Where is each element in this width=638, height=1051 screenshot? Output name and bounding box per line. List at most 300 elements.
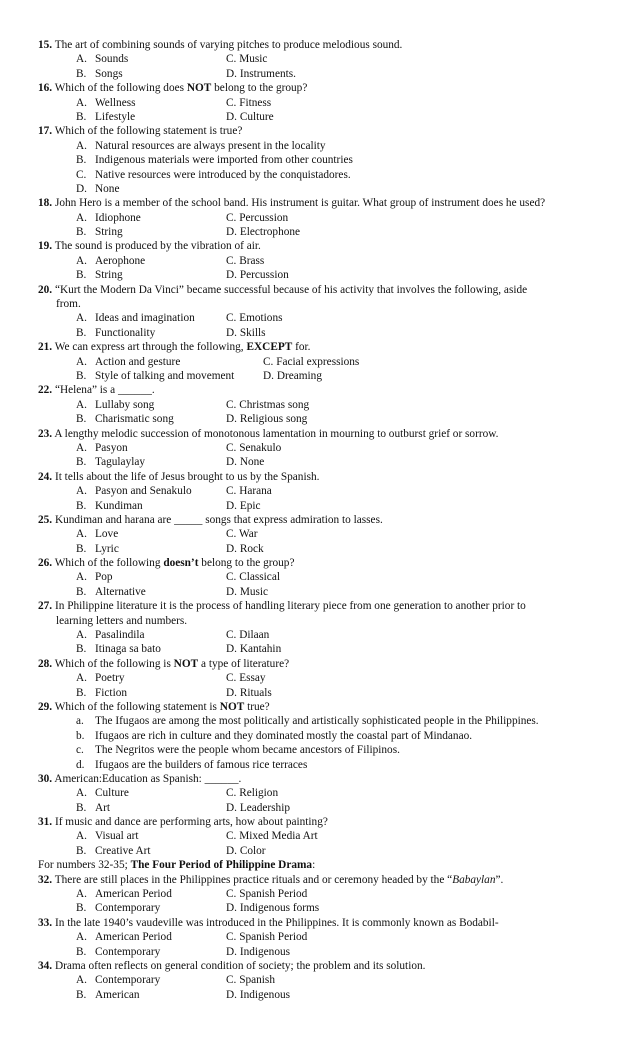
answer-option (38, 153, 614, 167)
option-letter: B. (76, 110, 87, 123)
answer-row (38, 671, 614, 685)
option-letter: c. (76, 744, 84, 757)
question-number: 34. (38, 960, 53, 972)
answer-row (38, 326, 614, 340)
option-letter: a. (76, 715, 84, 728)
option-letter: B. (76, 226, 87, 239)
answer-row (38, 499, 614, 513)
question-27 (38, 599, 614, 657)
option-text: Ifugaos are rich in culture and they dominated mostly the coastal part of Mindanao. (95, 729, 473, 742)
question-30 (38, 772, 614, 815)
option-letter: B. (76, 499, 87, 512)
question-stem: It tells about the life of Jesus brought to us by the Spanish. (54, 470, 320, 483)
option-letter: A. (76, 398, 87, 411)
answer-row (38, 369, 614, 383)
question-stem: Drama often reflects on general condition of society; the problem and its solution. (54, 960, 426, 972)
option-letter: B. (76, 413, 87, 426)
option-text: Senakulo (239, 441, 282, 454)
option-letter: B. (76, 67, 87, 80)
option-letter: B. (76, 945, 87, 958)
option-letter: D. (226, 643, 237, 656)
option-text: Ifugaos are the builders of famous rice terraces (95, 758, 308, 771)
option-letter: D. (226, 67, 237, 80)
questions-15-31 (38, 38, 614, 858)
option-letter: A. (76, 355, 87, 368)
option-right (226, 254, 264, 268)
option-letter: C. (226, 254, 237, 267)
answer-row (38, 988, 614, 1002)
question-number: 24. (38, 470, 53, 483)
option-letter: A. (76, 312, 87, 325)
option-letter: D. (226, 686, 237, 699)
option-letter: D. (226, 110, 237, 123)
question-text (38, 815, 614, 829)
question-text-continued: from. (56, 298, 81, 311)
answer-row (38, 527, 614, 541)
option-letter: C. (226, 629, 237, 642)
questions-32-34 (38, 873, 614, 1003)
option-letter: B. (76, 542, 87, 555)
option-text: Emotions (239, 312, 283, 325)
option-letter: B. (76, 456, 87, 469)
option-right (226, 973, 275, 987)
option-right (226, 225, 300, 239)
option-text: Essay (239, 672, 266, 685)
option-right (226, 671, 266, 685)
answer-row (38, 642, 614, 656)
question-number: 23. (38, 427, 53, 440)
question-24 (38, 470, 614, 513)
option-letter: A. (76, 974, 87, 987)
option-right (226, 311, 283, 325)
option-text: Epic (239, 499, 261, 512)
option-letter: B. (76, 686, 87, 699)
option-right (226, 542, 264, 556)
option-text: War (238, 528, 258, 541)
question-16 (38, 81, 614, 124)
question-26 (38, 556, 614, 599)
answer-row (38, 412, 614, 426)
question-text (38, 196, 614, 210)
question-emphasis: NOT (186, 82, 212, 95)
question-18 (38, 196, 614, 239)
answer-row (38, 945, 614, 959)
option-right (226, 988, 290, 1002)
option-letter: D. (226, 413, 237, 426)
question-text (38, 772, 614, 786)
answer-row (38, 901, 614, 915)
option-letter: C. (226, 96, 237, 109)
option-letter: A. (76, 931, 87, 944)
answer-option (38, 743, 614, 757)
option-text: Spanish Period (239, 931, 308, 944)
question-stem-end: for. (292, 341, 311, 354)
option-letter: C. (226, 931, 237, 944)
answer-row (38, 930, 614, 944)
option-right (226, 455, 264, 469)
question-text (38, 916, 614, 930)
question-number: 15. (38, 39, 53, 51)
question-stem: “Helena” is a ______. (54, 384, 155, 397)
option-text: Dreaming (276, 369, 322, 382)
question-text (38, 81, 614, 95)
option-text: Kantahin (239, 643, 282, 656)
answer-row (38, 254, 614, 268)
question-20 (38, 283, 614, 341)
question-stem: American:Education as Spanish: ______. (54, 772, 242, 785)
option-letter: D. (226, 326, 237, 339)
question-text-continued: learning letters and numbers. (56, 614, 188, 627)
option-letter: B. (76, 269, 87, 282)
option-letter: B. (76, 801, 87, 814)
question-stem: The sound is produced by the vibration of air. (54, 240, 261, 253)
option-text: The Negritos were the people whom became ancestors of Filipinos. (95, 744, 400, 757)
option-letter: C. (226, 485, 237, 498)
option-letter: C. (226, 830, 237, 843)
option-right (263, 369, 322, 383)
answer-row (38, 786, 614, 800)
option-letter: A. (76, 53, 87, 66)
question-21 (38, 340, 614, 383)
question-number: 26. (38, 557, 53, 570)
answer-option (38, 758, 614, 772)
question-stem: Which of the following statement is true? (54, 125, 243, 138)
question-stem: “Kurt the Modern Da Vinci” became successful because of his activity that involves the following, aside (54, 283, 528, 296)
answer-row (38, 455, 614, 469)
question-stem: Which of the following statement is (54, 700, 220, 713)
question-stem: In Philippine literature it is the process of handling literary piece from one generation to another prior to (54, 600, 526, 613)
option-letter: C. (226, 312, 237, 325)
option-letter: C. (226, 787, 237, 800)
option-text: Brass (239, 254, 265, 267)
answer-row (38, 211, 614, 225)
question-text (38, 427, 614, 441)
question-29 (38, 700, 614, 772)
option-text: Creative Art (95, 844, 151, 857)
question-number: 18. (38, 197, 53, 210)
question-number: 27. (38, 600, 53, 613)
option-text: Visual art (95, 830, 139, 843)
question-text (38, 513, 614, 527)
question-number: 25. (38, 513, 53, 526)
option-letter: D. (226, 226, 237, 239)
option-letter: D. (226, 499, 237, 512)
option-letter: d. (76, 758, 85, 771)
answer-row (38, 52, 614, 66)
question-italic: Babaylan (452, 873, 496, 886)
question-stem-end: a type of literature? (198, 657, 290, 670)
question-emphasis: EXCEPT (246, 341, 293, 354)
option-text: Mixed Media Art (239, 830, 318, 843)
option-right (226, 211, 288, 225)
option-text: Religion (239, 787, 279, 800)
option-letter: D. (76, 182, 87, 195)
option-text: Lullaby song (95, 398, 155, 411)
option-right (226, 887, 307, 901)
option-letter: A. (76, 211, 87, 224)
question-text (38, 873, 614, 887)
question-number: 21. (38, 341, 53, 354)
option-text: Songs (95, 67, 123, 80)
option-letter: D. (226, 945, 237, 958)
question-text (38, 239, 614, 253)
option-right (226, 484, 272, 498)
option-letter: C. (226, 672, 237, 685)
option-text: Culture (239, 110, 274, 123)
option-right (226, 642, 281, 656)
option-text: Rock (239, 542, 264, 555)
question-stem: In the late 1940’s vaudeville was introduced in the Philippines. It is commonly known as Bodabil- (54, 916, 499, 929)
option-text: Indigenous forms (239, 902, 320, 915)
option-letter: C. (226, 571, 237, 584)
option-text: Spanish Period (239, 888, 308, 901)
option-letter: A. (76, 96, 87, 109)
option-letter: B. (76, 326, 87, 339)
option-text: Alternative (95, 585, 146, 598)
option-right (226, 67, 296, 81)
option-right (226, 686, 272, 700)
option-text: Classical (239, 571, 280, 584)
option-text: None (95, 182, 120, 195)
option-text: Christmas song (239, 398, 310, 411)
option-text: Fiction (95, 686, 128, 699)
question-33 (38, 916, 614, 959)
question-stem: There are still places in the Philippines practice rituals and or ceremony headed by the “ (54, 873, 453, 886)
option-letter: A. (76, 441, 87, 454)
option-right (226, 412, 307, 426)
option-text: Leadership (239, 801, 290, 814)
option-letter: D. (226, 844, 237, 857)
option-text: Electrophone (239, 226, 301, 239)
option-letter: D. (226, 988, 237, 1001)
question-emphasis: doesn’t (163, 557, 199, 570)
instruction-title: The Four Period of Philippine Drama (130, 859, 313, 872)
question-text (38, 556, 614, 570)
answer-row (38, 542, 614, 556)
option-text: Ideas and imagination (95, 312, 195, 325)
option-text: Spanish (239, 974, 275, 987)
question-text (38, 283, 614, 297)
option-text: Contemporary (95, 902, 161, 915)
option-letter: B. (76, 988, 87, 1001)
option-text: Native resources were introduced by the conquistadores. (95, 168, 351, 181)
answer-row (38, 355, 614, 369)
question-stem: A lengthy melodic succession of monotonous lamentation in mourning to outburst grief or sorrow. (54, 427, 499, 440)
option-text: Color (239, 844, 266, 857)
option-text: Contemporary (95, 974, 161, 987)
question-28 (38, 657, 614, 700)
option-text: Pasalindila (95, 629, 145, 642)
question-stem: John Hero is a member of the school band. His instrument is guitar. What group of instrument does he used? (54, 197, 546, 210)
option-letter: A. (76, 254, 87, 267)
option-letter: B. (76, 585, 87, 598)
option-text: Rituals (239, 686, 272, 699)
question-stem: Which of the following does (54, 82, 187, 95)
option-text: Percussion (239, 269, 289, 282)
question-stem: Kundiman and harana are _____ songs that express admiration to lasses. (54, 513, 383, 526)
option-letter: C. (76, 168, 87, 181)
question-text (38, 124, 614, 138)
option-letter: D. (226, 456, 237, 469)
option-letter: A. (76, 571, 87, 584)
option-letter: A. (76, 485, 87, 498)
option-letter: B. (76, 643, 87, 656)
instruction-suffix: : (312, 859, 316, 872)
option-right (226, 527, 258, 541)
option-right (226, 628, 269, 642)
answer-row (38, 268, 614, 282)
question-25 (38, 513, 614, 556)
answer-row (38, 844, 614, 858)
option-letter: C. (226, 398, 237, 411)
option-right (226, 441, 281, 455)
option-letter: D. (226, 801, 237, 814)
answer-row (38, 829, 614, 843)
option-letter: D. (226, 269, 237, 282)
option-letter: B. (76, 844, 87, 857)
option-text: Tagulaylay (95, 456, 146, 469)
option-letter: A. (76, 139, 87, 152)
option-right (226, 930, 307, 944)
option-text: Culture (95, 787, 129, 800)
option-letter: D. (226, 542, 237, 555)
option-letter: C. (226, 974, 237, 987)
instruction-line (38, 858, 614, 872)
option-text: Indigenous (239, 945, 291, 958)
option-right (226, 110, 274, 124)
answer-option (38, 714, 614, 728)
option-letter: C. (226, 211, 237, 224)
option-text: Kundiman (95, 499, 143, 512)
option-right (226, 585, 268, 599)
question-number: 29. (38, 700, 53, 713)
option-letter: A. (76, 830, 87, 843)
answer-row (38, 570, 614, 584)
option-letter: D. (226, 902, 237, 915)
question-text (38, 599, 614, 613)
option-text: American (95, 988, 140, 1001)
answer-row (38, 686, 614, 700)
question-number: 32. (38, 873, 53, 886)
question-text (38, 700, 614, 714)
option-letter: D. (263, 369, 274, 382)
answer-row (38, 585, 614, 599)
option-text: Music (239, 53, 268, 66)
option-right (226, 52, 267, 66)
option-right (226, 326, 266, 340)
option-right (226, 829, 318, 843)
option-letter: A. (76, 787, 87, 800)
option-right (263, 355, 359, 369)
option-text: Art (95, 801, 111, 814)
question-22 (38, 383, 614, 426)
option-text: Lyric (95, 542, 119, 555)
option-text: Idiophone (95, 211, 141, 224)
question-emphasis: NOT (219, 700, 245, 713)
option-right (226, 398, 309, 412)
option-text: Percussion (239, 211, 289, 224)
option-text: Charismatic song (95, 413, 174, 426)
question-stem-end: belong to the group? (211, 82, 308, 95)
question-number: 33. (38, 916, 53, 929)
option-text: Style of talking and movement (95, 369, 235, 382)
option-letter: C. (226, 528, 237, 541)
answer-row (38, 311, 614, 325)
answer-row (38, 96, 614, 110)
question-stem: We can express art through the following, (54, 341, 247, 354)
option-text: None (239, 456, 265, 469)
answer-option (38, 168, 614, 182)
option-text: Religious song (239, 413, 308, 426)
option-text: American Period (95, 888, 172, 901)
option-text: Harana (239, 485, 272, 498)
question-number: 20. (38, 283, 53, 296)
answer-row (38, 110, 614, 124)
option-text: Facial expressions (276, 355, 360, 368)
option-text: Love (95, 528, 119, 541)
option-right (226, 786, 278, 800)
question-31 (38, 815, 614, 858)
option-text: Aerophone (95, 254, 146, 267)
question-number: 31. (38, 816, 53, 829)
question-text (38, 383, 614, 397)
option-text: Itinaga sa bato (95, 643, 161, 656)
option-text: Skills (239, 326, 266, 339)
option-text: Functionality (95, 326, 156, 339)
question-number: 16. (38, 82, 53, 95)
option-right (226, 801, 290, 815)
question-text (38, 470, 614, 484)
option-right (226, 844, 266, 858)
option-text: American Period (95, 931, 172, 944)
option-letter: C. (226, 888, 237, 901)
option-right (226, 901, 319, 915)
option-right (226, 570, 280, 584)
option-text: Lifestyle (95, 110, 136, 123)
option-letter: B. (76, 154, 87, 167)
option-text: Indigenous materials were imported from other countries (95, 154, 353, 167)
option-text: Pasyon and Senakulo (95, 485, 192, 498)
answer-row (38, 441, 614, 455)
option-letter: B. (76, 369, 87, 382)
option-letter: A. (76, 672, 87, 685)
answer-row (38, 67, 614, 81)
question-17 (38, 124, 614, 196)
question-19 (38, 239, 614, 282)
question-text (38, 657, 614, 671)
question-15 (38, 38, 614, 81)
option-text: Contemporary (95, 945, 161, 958)
option-text: Dilaan (239, 629, 270, 642)
answer-row (38, 225, 614, 239)
option-letter: D. (226, 585, 237, 598)
instruction-prefix: For numbers 32-35; (38, 859, 131, 872)
option-letter: C. (263, 355, 274, 368)
option-right (226, 499, 261, 513)
question-stem-end: true? (244, 700, 270, 713)
option-text: Pop (95, 571, 113, 584)
question-number: 22. (38, 384, 53, 397)
option-right (226, 945, 290, 959)
option-text: Pasyon (95, 441, 128, 454)
option-letter: B. (76, 902, 87, 915)
question-32 (38, 873, 614, 916)
question-34 (38, 959, 614, 1002)
question-text (38, 38, 614, 52)
question-23 (38, 427, 614, 470)
option-letter: b. (76, 729, 85, 742)
question-stem-end: belong to the group? (198, 557, 295, 570)
